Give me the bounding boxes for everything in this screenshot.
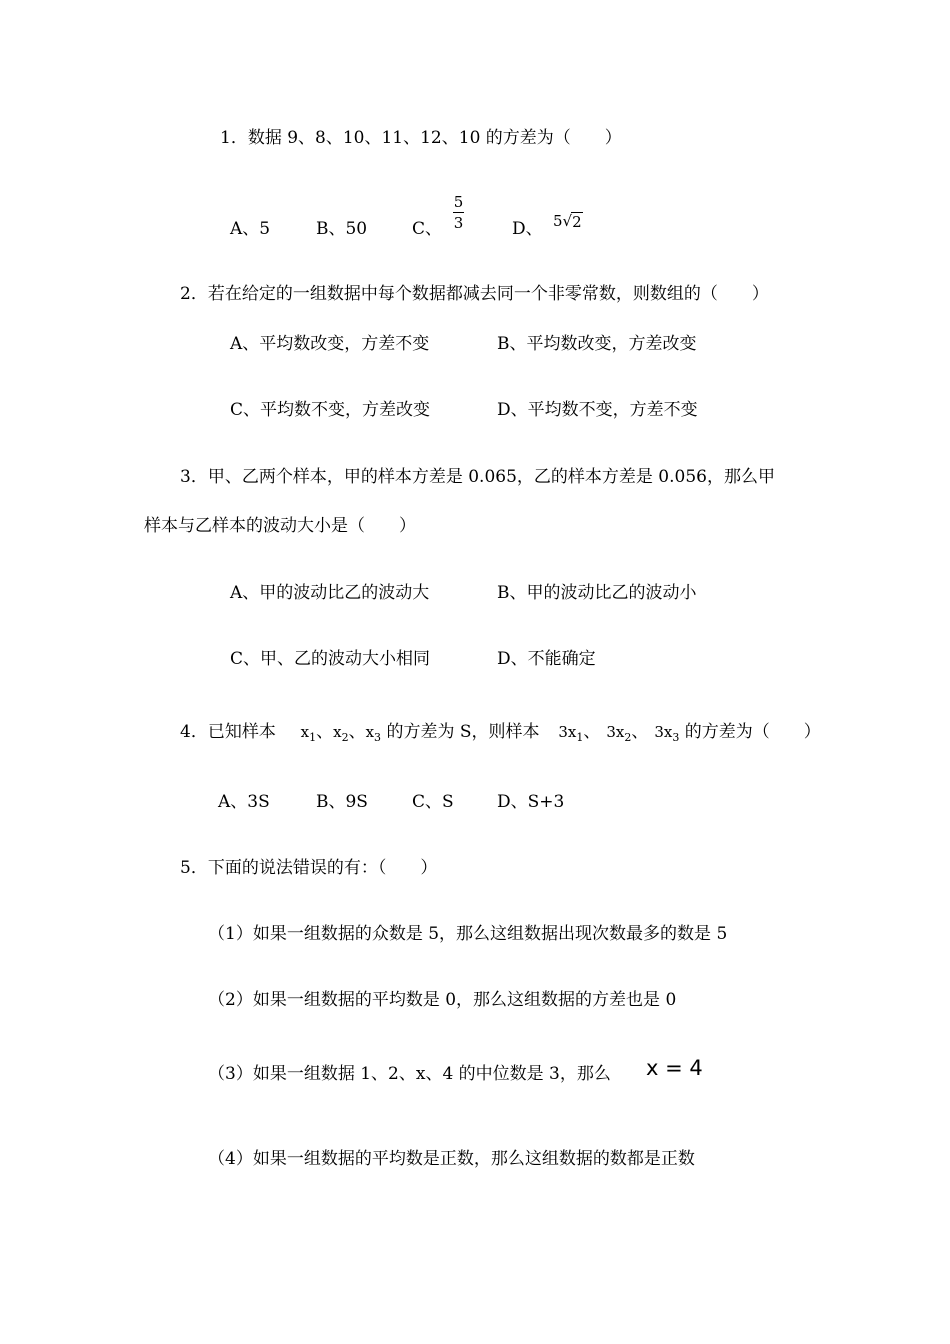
q5-statement-2: （2）如果一组数据的平均数是 0，那么这组数据的方差也是 0 (208, 990, 677, 1010)
q4-option-a: A、3S (218, 792, 270, 812)
q4-option-b: B、9S (316, 792, 368, 812)
q4-separator: 、 (348, 722, 366, 742)
q3-option-a: A、甲的波动比乙的波动大 (230, 583, 430, 603)
q1-option-c: C、 (412, 219, 443, 239)
q4-separator: 、 (583, 722, 601, 742)
fraction-numerator: 5 (453, 193, 464, 211)
q1-option-b: B、50 (316, 219, 368, 239)
radical-coefficient: 5 (553, 212, 563, 230)
q4-option-d: D、S+3 (497, 792, 565, 812)
question-4-stem (180, 720, 821, 746)
q4-separator: 、 (631, 722, 649, 742)
q3-option-d: D、不能确定 (497, 649, 596, 669)
q4-sample-x3: $x_3$ (365, 723, 382, 744)
fraction-bar (453, 212, 464, 213)
q5-statement-1: （1）如果一组数据的众数是 5，那么这组数据出现次数最多的数是 5 (208, 924, 728, 944)
q4-prefix: 4．已知样本 (180, 722, 276, 742)
question-3-stem-line-2: 样本与乙样本的波动大小是（ ） (144, 516, 416, 536)
q4-sample-x1: $x_1$ (300, 723, 317, 744)
q5-statement-3: （3）如果一组数据 1、2、x、4 的中位数是 3，那么 (208, 1064, 611, 1084)
fraction-denominator: 3 (453, 214, 464, 232)
q4-sample-3x1: $3x_1$ (558, 723, 584, 744)
q4-sample-x2: $x_2$ (333, 723, 349, 744)
question-2-stem: 2．若在给定的一组数据中每个数据都减去同一个非零常数，则数组的（ ） (180, 284, 769, 304)
radicand: 2 (572, 213, 582, 231)
question-3-stem-line-1: 3．甲、乙两个样本，甲的样本方差是 0.065，乙的样本方差是 0.056，那么甲 (180, 467, 775, 487)
q4-sample-3x2: $3x_2$ (606, 723, 632, 744)
q2-option-a: A、平均数改变，方差不变 (230, 334, 430, 354)
q2-option-c: C、平均数不变，方差改变 (230, 400, 431, 420)
q4-middle: 的方差为 S，则样本 (386, 722, 540, 742)
q4-sample-3x3: $3x_3$ (654, 723, 680, 744)
q4-suffix: 的方差为（ ） (684, 722, 821, 742)
q3-option-c: C、甲、乙的波动大小相同 (230, 649, 431, 669)
q5-statement-4: （4）如果一组数据的平均数是正数，那么这组数据的数都是正数 (208, 1149, 695, 1169)
question-1-stem: 1．数据 9、8、10、11、12、10 的方差为（ ） (220, 128, 622, 148)
q1-option-a: A、5 (230, 219, 271, 239)
q2-option-d: D、平均数不变，方差不变 (497, 400, 698, 420)
q1-option-d: D、 (512, 219, 543, 239)
q3-option-b: B、甲的波动比乙的波动小 (497, 583, 697, 603)
q2-option-b: B、平均数改变，方差改变 (497, 334, 697, 354)
radical-sign: √ (562, 212, 573, 230)
q4-separator: 、 (316, 722, 334, 742)
q1-option-c-fraction (453, 194, 464, 231)
q5-statement-3-equation: x = 4 (646, 1056, 703, 1080)
question-5-stem: 5．下面的说法错误的有：（ ） (180, 858, 438, 878)
q4-option-c: C、S (412, 792, 454, 812)
q1-option-d-radical (553, 212, 583, 231)
